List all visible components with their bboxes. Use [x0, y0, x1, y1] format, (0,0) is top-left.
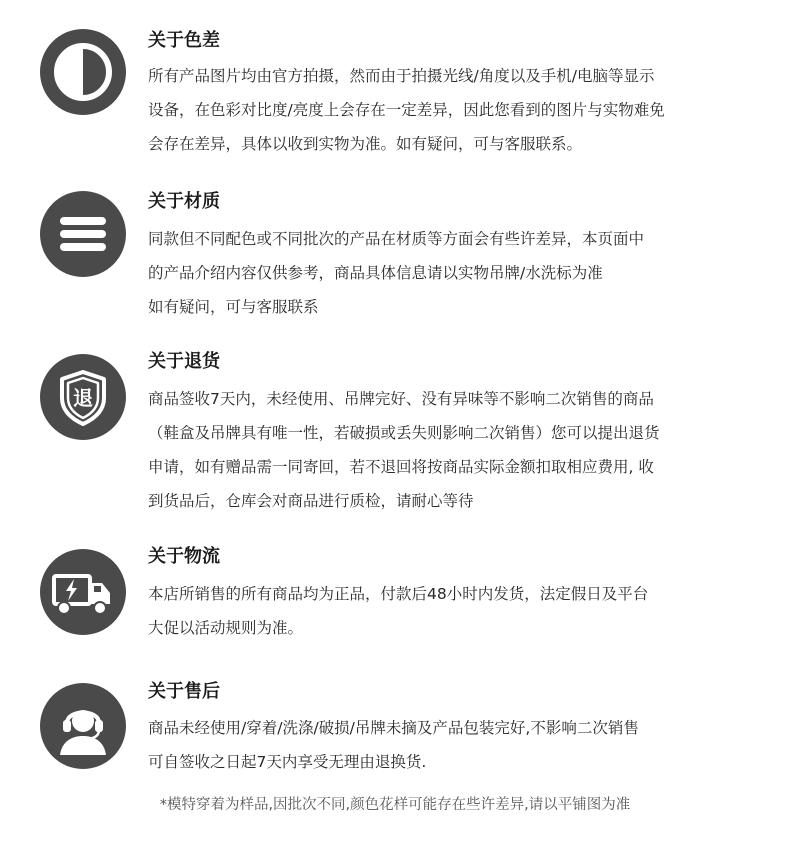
body-line: 如有疑问，可与客服联系 — [148, 298, 319, 316]
return-char: 退 — [73, 386, 93, 410]
body-line: 商品未经使用/穿着/洗涤/破损/吊牌未摘及产品包装完好,不影响二次销售 — [148, 719, 639, 737]
section-body — [148, 577, 758, 645]
body-line: 大促以活动规则为准。 — [148, 619, 304, 637]
body-line: 同款但不同配色或不同批次的产品在材质等方面会有些许差异，本页面中 — [148, 230, 645, 248]
body-line: 的产品介绍内容仅供参考，商品具体信息请以实物吊牌/水洗标为准 — [148, 264, 603, 282]
customer-service-headset-icon — [40, 683, 126, 769]
body-line: 会存在差异，具体以收到实物为准。如有疑问，可与客服联系。 — [148, 135, 583, 153]
body-line: 申请，如有赠品需一同寄回，若不退回将按商品实际金额扣取相应费用, 收 — [148, 458, 654, 476]
footnote-disclaimer: *模特穿着为样品,因批次不同,颜色花样可能存在些许差异,请以平铺图为准 — [159, 797, 631, 813]
section-body — [148, 711, 758, 779]
contrast-icon — [40, 29, 126, 115]
menu-lines-icon — [40, 191, 126, 277]
body-line: 可自签收之日起7天内享受无理由退换货. — [148, 753, 427, 771]
section-body — [148, 382, 758, 518]
delivery-truck-icon — [40, 549, 126, 635]
body-line: 本店所销售的所有商品均为正品，付款后48小时内发货，法定假日及平台 — [148, 585, 649, 603]
body-line: 所有产品图片均由官方拍摄，然而由于拍摄光线/角度以及手机/电脑等显示 — [148, 67, 655, 85]
body-line: 设备，在色彩对比度/亮度上会存在一定差异，因此您看到的图片与实物难免 — [148, 101, 665, 119]
body-line: 到货品后，仓库会对商品进行质检，请耐心等待 — [148, 492, 474, 510]
body-line: （鞋盒及吊牌具有唯一性，若破损或丢失则影响二次销售）您可以提出退货 — [148, 424, 660, 442]
section-body — [148, 222, 758, 324]
section-title: 关于色差 — [148, 30, 220, 51]
section-title: 关于材质 — [148, 191, 220, 212]
section-title: 关于售后 — [148, 681, 220, 702]
body-line: 商品签收7天内，未经使用、吊牌完好、没有异味等不影响二次销售的商品 — [148, 390, 654, 408]
section-body — [148, 59, 758, 161]
section-title: 关于退货 — [148, 351, 220, 372]
section-title: 关于物流 — [148, 546, 220, 567]
return-shield-icon — [40, 354, 126, 440]
